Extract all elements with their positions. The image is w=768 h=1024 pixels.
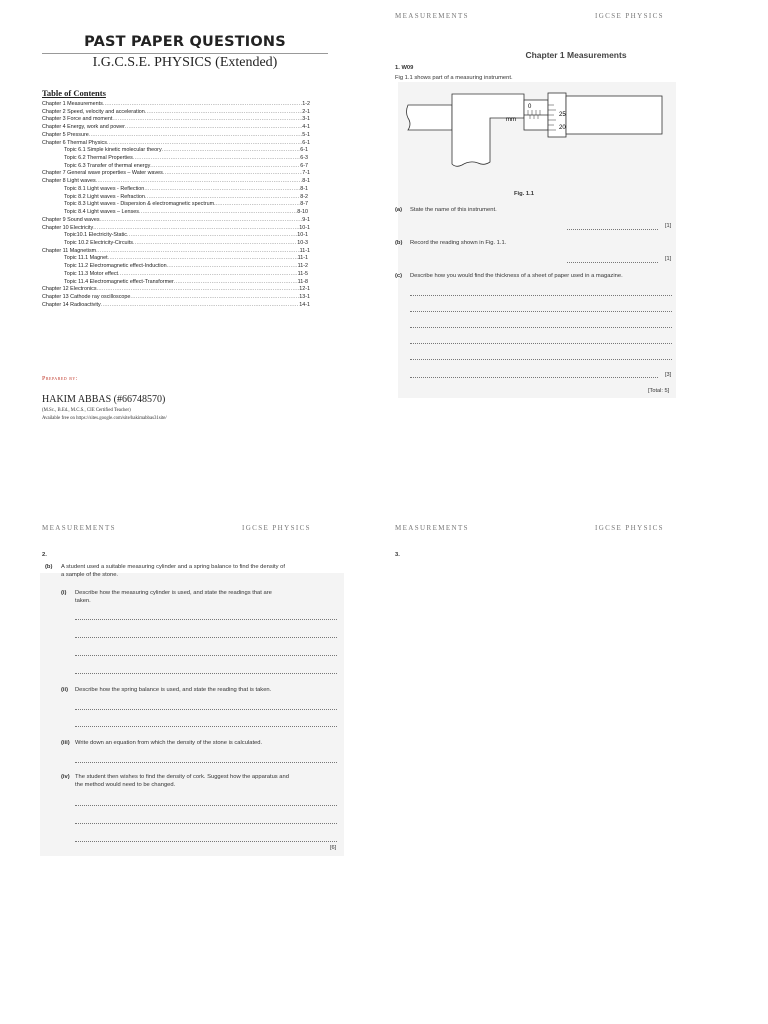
toc-page-number: 8-2 <box>300 193 308 200</box>
toc-entry-label: Chapter 2 Speed, velocity and acceleration <box>42 108 145 115</box>
toc-leader-dots <box>144 186 300 194</box>
question-total: [Total: 5] <box>648 388 670 394</box>
toc-entry-label: Chapter 4 Energy, work and power <box>42 124 125 131</box>
toc-leader-dots <box>130 294 299 302</box>
toc-leader-dots <box>89 132 302 140</box>
toc-chapter-entry[interactable] <box>42 124 310 132</box>
part-a-label: (a) <box>395 207 403 213</box>
toc-topic-entry[interactable] <box>42 232 308 240</box>
toc-page-number: 6-3 <box>300 155 308 162</box>
toc-leader-dots <box>108 255 298 263</box>
thimble-20-label: 20 <box>559 125 566 131</box>
table-of-contents <box>42 101 310 309</box>
answer-line[interactable] <box>75 823 337 824</box>
toc-leader-dots <box>216 201 301 209</box>
answer-line[interactable] <box>567 262 658 263</box>
toc-chapter-entry[interactable] <box>42 140 310 148</box>
toc-leader-dots <box>118 271 298 279</box>
toc-chapter-entry[interactable] <box>42 170 310 178</box>
running-head-right: IGCSE PHYSICS <box>595 524 664 532</box>
question-mark-total: [6] <box>330 845 337 851</box>
cover-page <box>0 0 384 512</box>
toc-entry-label: Topic 11.3 Motor effect <box>64 270 119 277</box>
answer-line[interactable] <box>75 655 337 656</box>
toc-topic-entry[interactable] <box>42 147 308 155</box>
chapter-title: Chapter 1 Measurements <box>525 50 627 60</box>
answer-line[interactable] <box>75 762 337 763</box>
scale-unit-label: mm <box>506 117 516 123</box>
toc-page-number: 7-1 <box>302 170 310 177</box>
figure-caption: Fig. 1.1 <box>514 191 534 197</box>
toc-entry-label: Chapter 10 Electricity <box>42 224 94 231</box>
toc-entry-label: Topic 11.2 Electromagnetic effect-Induction <box>64 263 167 270</box>
toc-leader-dots <box>127 232 297 240</box>
toc-leader-dots <box>167 263 298 271</box>
toc-chapter-entry[interactable] <box>42 109 310 117</box>
answer-line[interactable] <box>410 295 672 296</box>
toc-leader-dots <box>103 101 302 109</box>
toc-entry-label: Topic 6.2 Thermal Properties <box>64 155 133 162</box>
part-b-label: (b) <box>45 564 53 570</box>
toc-leader-dots <box>96 248 299 256</box>
toc-page-number: 10-1 <box>297 232 308 239</box>
toc-leader-dots <box>96 178 303 186</box>
toc-chapter-entry[interactable] <box>42 116 310 124</box>
answer-line[interactable] <box>410 327 672 328</box>
toc-page-number: 3-1 <box>302 116 310 123</box>
toc-topic-entry[interactable] <box>42 201 308 209</box>
toc-topic-entry[interactable] <box>42 163 308 171</box>
part-iii-label: (iii) <box>61 740 70 746</box>
part-iii-text: Write down an equation from which the density of the stone is calculated. <box>75 740 263 746</box>
answer-line[interactable] <box>567 229 658 230</box>
toc-entry-label: Topic 11.1 Magnet <box>64 255 108 262</box>
toc-entry-label: Topic 6.1 Simple kinetic molecular theory <box>64 147 162 154</box>
part-i-label: (i) <box>61 590 67 596</box>
part-iv-text-line1: The student then wishes to find the density of cork. Suggest how the apparatus and <box>75 774 289 780</box>
cover-subtitle: I.G.C.S.E. PHYSICS (Extended) <box>92 55 278 70</box>
toc-entry-label: Chapter 9 Sound waves <box>42 216 100 223</box>
running-head-right: IGCSE PHYSICS <box>242 524 311 532</box>
toc-entry-label: Chapter 7 General wave properties – Water waves <box>42 170 163 177</box>
micrometer-figure <box>404 88 676 184</box>
scale-zero-label: 0 <box>528 104 532 110</box>
toc-page-number: 6-1 <box>300 147 308 154</box>
question-panel <box>40 573 344 856</box>
toc-page-number: 8-1 <box>300 185 308 192</box>
part-iv-text-line2: the method would need to be changed. <box>75 782 176 788</box>
running-head-left: MEASUREMENTS <box>42 524 116 532</box>
answer-line[interactable] <box>410 343 672 344</box>
part-b-label: (b) <box>395 240 403 246</box>
toc-entry-label: Topic 11.4 Electromagnetic effect-Transformer <box>64 278 174 285</box>
toc-entry-label: Chapter 12 Electronics <box>42 286 97 293</box>
running-head-left: MEASUREMENTS <box>395 524 469 532</box>
toc-entry-label: Topic 8.1 Light waves - Reflection <box>64 185 145 192</box>
toc-leader-dots <box>145 109 302 117</box>
prepared-by-label: Prepared by: <box>42 376 78 382</box>
part-c-label: (c) <box>395 273 403 279</box>
toc-page-number: 1-2 <box>302 101 310 107</box>
running-head-right: IGCSE PHYSICS <box>595 12 664 20</box>
toc-page-number: 8-1 <box>302 178 310 185</box>
part-i-text-line2: taken. <box>75 598 91 604</box>
answer-line[interactable] <box>410 311 672 312</box>
part-ii-label: (ii) <box>61 687 69 693</box>
toc-topic-entry[interactable] <box>42 263 308 271</box>
toc-leader-dots <box>101 302 299 310</box>
toc-chapter-entry[interactable] <box>42 302 310 310</box>
chapter1-page <box>384 0 768 512</box>
toc-leader-dots <box>133 240 297 248</box>
toc-chapter-entry[interactable] <box>42 101 310 109</box>
answer-line[interactable] <box>75 673 337 674</box>
toc-entry-label: Chapter 3 Force and moment <box>42 116 113 123</box>
toc-topic-entry[interactable] <box>42 279 308 287</box>
toc-page-number: 13-1 <box>299 293 310 300</box>
toc-page-number: 8-10 <box>297 209 308 216</box>
author-website[interactable]: Available free on https://sites.google.com/site/hakimabbas31site/ <box>42 416 167 421</box>
toc-page-number: 11-8 <box>297 278 308 285</box>
part-iv-label: (iv) <box>61 774 70 780</box>
part-a-text: State the name of this instrument. <box>410 207 497 213</box>
question2-page <box>0 512 384 1024</box>
question-number: 2. <box>42 552 47 558</box>
toc-topic-entry[interactable] <box>42 194 308 202</box>
part-b-text-line2: a sample of the stone. <box>61 572 119 578</box>
toc-page-number: 10-1 <box>299 224 310 231</box>
toc-chapter-entry[interactable] <box>42 132 310 140</box>
toc-page-number: 9-1 <box>302 216 310 223</box>
toc-topic-entry[interactable] <box>42 255 308 263</box>
toc-topic-entry[interactable] <box>42 240 308 248</box>
answer-line[interactable] <box>75 619 337 620</box>
toc-entry-label: Topic 8.4 Light waves – Lenses <box>64 209 139 216</box>
toc-chapter-entry[interactable] <box>42 248 310 256</box>
toc-leader-dots <box>139 209 297 217</box>
answer-line[interactable] <box>75 805 337 806</box>
part-ii-text: Describe how the spring balance is used, and state the reading that is taken. <box>75 687 272 693</box>
toc-entry-label: Topic10.1 Electricity-Static <box>64 232 127 239</box>
part-b-text: Record the reading shown in Fig. 1.1. <box>410 240 507 246</box>
toc-topic-entry[interactable] <box>42 271 308 279</box>
part-c-text: Describe how you would find the thickness of a sheet of paper used in a magazine. <box>410 273 623 279</box>
toc-chapter-entry[interactable] <box>42 286 310 294</box>
toc-topic-entry[interactable] <box>42 155 308 163</box>
toc-page-number: 10-3 <box>297 239 308 246</box>
toc-chapter-entry[interactable] <box>42 225 310 233</box>
toc-entry-label: Topic 6.3 Transfer of thermal energy <box>64 162 151 169</box>
toc-leader-dots <box>100 217 303 225</box>
question3-page <box>384 512 768 1024</box>
question-intro: Fig 1.1 shows part of a measuring instrument. <box>395 75 513 81</box>
toc-leader-dots <box>163 170 302 178</box>
toc-entry-label: Chapter 5 Pressure <box>42 131 89 138</box>
answer-line[interactable] <box>410 377 658 378</box>
part-c-mark: [3] <box>665 372 672 378</box>
toc-page-number: 8-7 <box>300 201 308 208</box>
toc-page-number: 5-1 <box>302 131 310 138</box>
author-credentials: (M.Sc., B.Ed., M.C.S., CIE Certified Teacher) <box>42 408 131 413</box>
toc-entry-label: Chapter 6 Thermal Physics <box>42 139 107 146</box>
part-b-text-line1: A student used a suitable measuring cylinder and a spring balance to find the density of <box>61 564 285 570</box>
answer-line[interactable] <box>410 359 672 360</box>
toc-page-number: 11-1 <box>299 247 310 254</box>
toc-leader-dots <box>93 225 299 233</box>
toc-heading: Table of Contents <box>42 88 106 98</box>
answer-line[interactable] <box>75 637 337 638</box>
answer-line[interactable] <box>75 709 337 710</box>
answer-line[interactable] <box>75 841 337 842</box>
toc-page-number: 14-1 <box>299 301 310 308</box>
toc-leader-dots <box>125 124 302 132</box>
running-head-left: MEASUREMENTS <box>395 12 469 20</box>
question-number: 1. W09 <box>395 65 414 71</box>
toc-entry-label: Chapter 1 Measurements <box>42 101 103 107</box>
title-rule <box>42 53 328 54</box>
toc-topic-entry[interactable] <box>42 209 308 217</box>
thimble-25-label: 25 <box>559 112 566 118</box>
toc-page-number: 11-5 <box>297 270 308 277</box>
toc-leader-dots <box>174 279 298 287</box>
toc-page-number: 6-1 <box>302 139 310 146</box>
answer-line[interactable] <box>75 726 337 727</box>
toc-entry-label: Topic 8.2 Light waves - Refraction <box>64 193 145 200</box>
toc-leader-dots <box>162 147 301 155</box>
part-a-mark: [1] <box>665 223 672 229</box>
toc-page-number: 2-1 <box>302 108 310 115</box>
toc-entry-label: Chapter 13 Cathode ray oscilloscope <box>42 293 131 300</box>
toc-entry-label: Chapter 11 Magnetism <box>42 247 97 254</box>
toc-page-number: 11-2 <box>297 263 308 270</box>
toc-entry-label: Chapter 8 Light waves <box>42 178 96 185</box>
part-b-mark: [1] <box>665 256 672 262</box>
toc-leader-dots <box>97 286 300 294</box>
toc-entry-label: Topic 10.2 Electricity-Circuits <box>64 239 133 246</box>
toc-entry-label: Chapter 14 Radioactivity <box>42 301 101 308</box>
toc-leader-dots <box>133 155 300 163</box>
question-number: 3. <box>395 552 400 558</box>
toc-chapter-entry[interactable] <box>42 294 310 302</box>
toc-page-number: 4-1 <box>302 124 310 131</box>
toc-page-number: 6-7 <box>300 162 308 169</box>
toc-page-number: 11-1 <box>297 255 308 262</box>
toc-topic-entry[interactable] <box>42 186 308 194</box>
toc-entry-label: Topic 8.3 Light waves - Dispersion & electromagnetic spectrum. <box>64 201 216 208</box>
toc-leader-dots <box>112 116 302 124</box>
toc-chapter-entry[interactable] <box>42 178 310 186</box>
author-name: HAKIM ABBAS (#66748570) <box>42 394 166 405</box>
toc-leader-dots <box>145 194 300 202</box>
toc-leader-dots <box>150 163 300 171</box>
cover-title: PAST PAPER QUESTIONS <box>84 34 286 50</box>
toc-chapter-entry[interactable] <box>42 217 310 225</box>
toc-page-number: 12-1 <box>299 286 310 293</box>
part-i-text-line1: Describe how the measuring cylinder is used, and state the readings that are <box>75 590 272 596</box>
toc-leader-dots <box>107 140 302 148</box>
